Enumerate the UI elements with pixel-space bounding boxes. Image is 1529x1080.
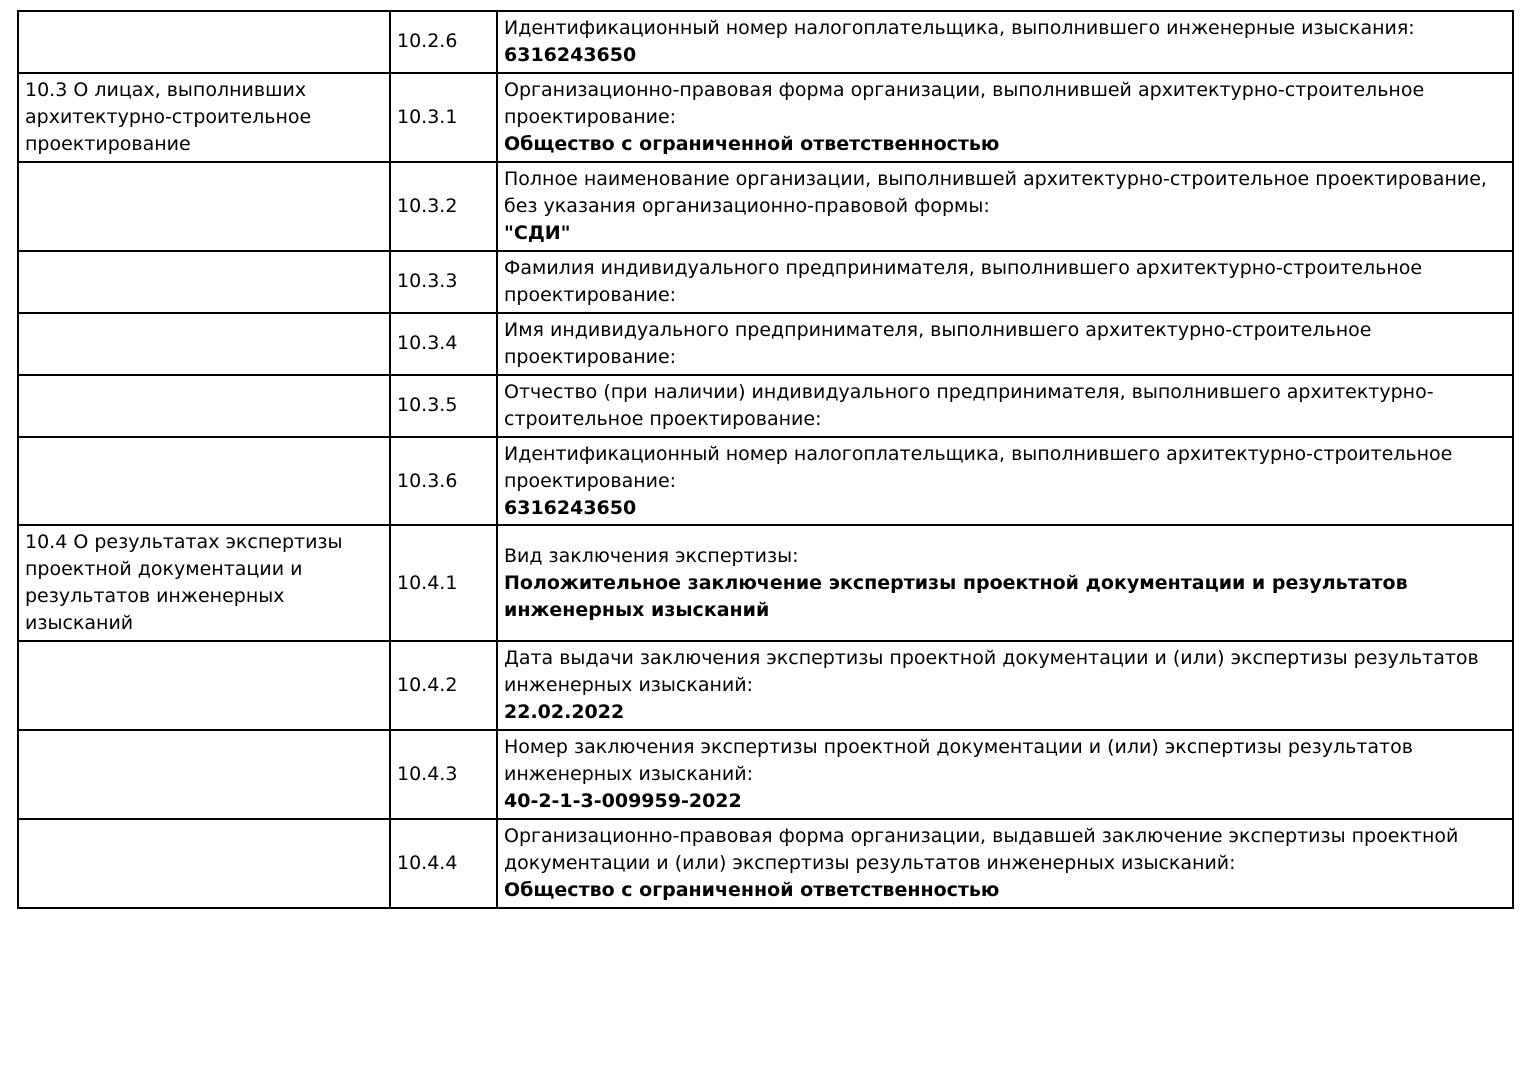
content-cell <box>497 437 1513 526</box>
field-question: Организационно-правовая форма организации, выдавшей заключение экспертизы проектной документации и (или) экспертизы результатов инженерных изысканий: <box>504 825 1459 875</box>
content-cell <box>497 819 1513 908</box>
table-row <box>18 162 1513 251</box>
field-answer: 6316243650 <box>504 496 637 519</box>
item-number-cell: 10.4.2 <box>390 641 497 730</box>
field-answer: 40-2-1-3-009959-2022 <box>504 790 742 813</box>
item-number-cell: 10.4.3 <box>390 730 497 819</box>
field-question: Организационно-правовая форма организации, выполнившей архитектурно-строительное проектирование: <box>504 78 1425 128</box>
field-answer: "СДИ" <box>504 221 571 244</box>
content-cell <box>497 73 1513 162</box>
field-question: Идентификационный номер налогоплательщика, выполнившего инженерные изыскания: <box>504 17 1415 39</box>
table-row <box>18 641 1513 730</box>
table-row <box>18 73 1513 162</box>
content-cell <box>497 525 1513 641</box>
field-answer: Общество с ограниченной ответственностью <box>504 879 1000 902</box>
table-row <box>18 251 1513 313</box>
content-cell <box>497 162 1513 251</box>
content-cell <box>497 641 1513 730</box>
section-cell <box>18 313 390 375</box>
item-number-cell: 10.3.2 <box>390 162 497 251</box>
item-number-cell: 10.4.1 <box>390 525 497 641</box>
section-cell <box>18 819 390 908</box>
section-cell <box>18 375 390 437</box>
section-cell <box>18 11 390 73</box>
item-number-cell: 10.3.6 <box>390 437 497 526</box>
item-number-cell: 10.3.4 <box>390 313 497 375</box>
content-cell <box>497 251 1513 313</box>
field-answer: 6316243650 <box>504 43 637 66</box>
section-cell <box>18 641 390 730</box>
item-number-cell: 10.3.5 <box>390 375 497 437</box>
table-row <box>18 313 1513 375</box>
field-answer: Общество с ограниченной ответственностью <box>504 132 1000 155</box>
field-question: Имя индивидуального предпринимателя, выполнившего архитектурно-строительное проектирование: <box>504 318 1372 368</box>
item-number-cell: 10.3.1 <box>390 73 497 162</box>
content-cell <box>497 11 1513 73</box>
field-question: Идентификационный номер налогоплательщика, выполнившего архитектурно-строительное проектирование: <box>504 442 1453 492</box>
content-cell <box>497 375 1513 437</box>
table-row <box>18 11 1513 73</box>
item-number-cell: 10.3.3 <box>390 251 497 313</box>
field-question: Полное наименование организации, выполнившей архитектурно-строительное проектирование, без указания организационно-правовой формы: <box>504 167 1487 217</box>
item-number-cell: 10.2.6 <box>390 11 497 73</box>
section-cell <box>18 162 390 251</box>
field-question: Дата выдачи заключения экспертизы проектной документации и (или) экспертизы результатов инженерных изысканий: <box>504 647 1479 697</box>
table-row <box>18 375 1513 437</box>
field-question: Номер заключения экспертизы проектной документации и (или) экспертизы результатов инженерных изысканий: <box>504 736 1413 786</box>
section-cell: 10.4 О результатах экспертизы проектной документации и результатов инженерных изысканий <box>18 525 390 641</box>
field-answer: 22.02.2022 <box>504 701 625 724</box>
section-cell <box>18 437 390 526</box>
table-row <box>18 819 1513 908</box>
declaration-table <box>17 10 1514 909</box>
field-question: Фамилия индивидуального предпринимателя, выполнившего архитектурно-строительное проектирование: <box>504 256 1423 306</box>
field-answer: Положительное заключение экспертизы проектной документации и результатов инженерных изысканий <box>504 571 1408 621</box>
section-cell: 10.3 О лицах, выполнивших архитектурно-строительное проектирование <box>18 73 390 162</box>
table-row <box>18 730 1513 819</box>
content-cell <box>497 730 1513 819</box>
section-cell <box>18 251 390 313</box>
table-row <box>18 437 1513 526</box>
section-cell <box>18 730 390 819</box>
declaration-table-body <box>18 11 1513 908</box>
item-number-cell: 10.4.4 <box>390 819 497 908</box>
field-question: Вид заключения экспертизы: <box>504 544 799 567</box>
content-cell <box>497 313 1513 375</box>
field-question: Отчество (при наличии) индивидуального предпринимателя, выполнившего архитектурно-строительное проектирование: <box>504 380 1434 430</box>
table-row <box>18 525 1513 641</box>
